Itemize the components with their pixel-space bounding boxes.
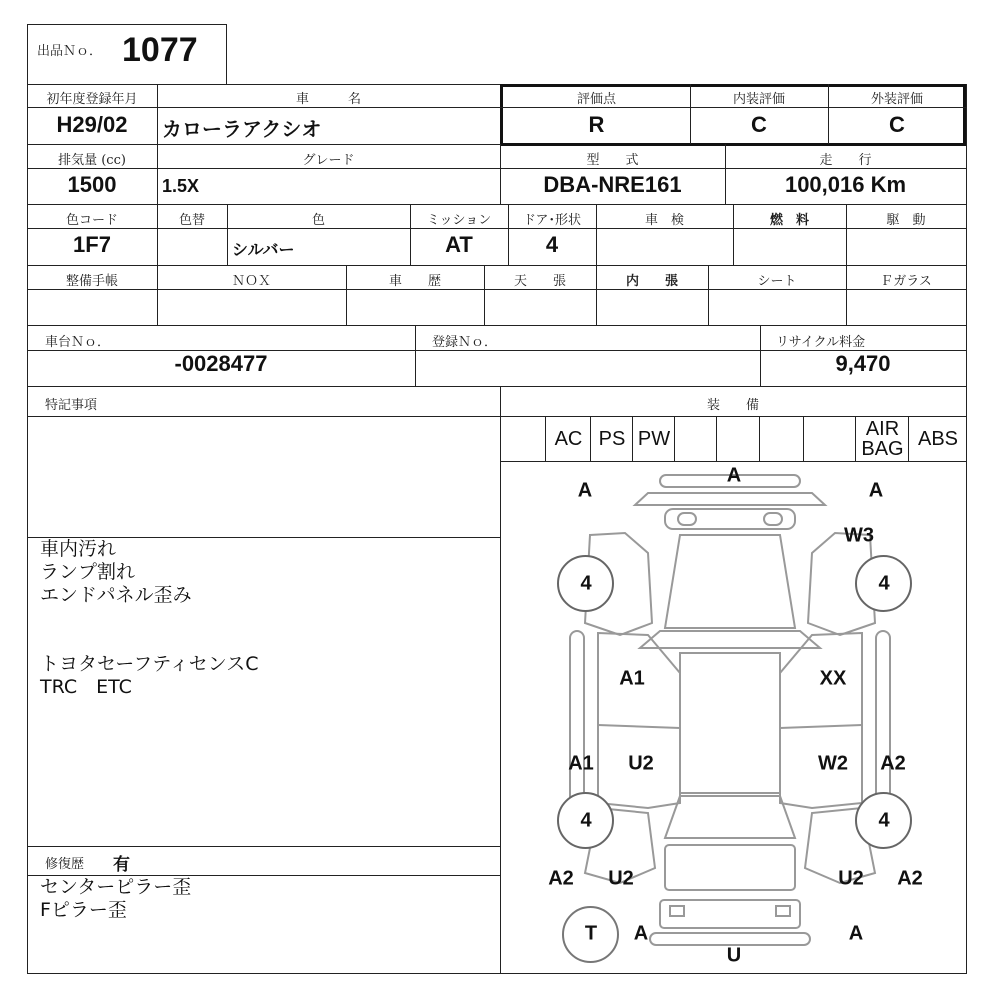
equipment-item <box>674 416 717 461</box>
headlight-left <box>678 513 696 525</box>
spare-tire-grade: T <box>584 922 598 945</box>
chassis-value: -0028477 <box>174 351 268 376</box>
equipment-item <box>759 416 804 461</box>
car-name-label: 車 名 <box>295 92 361 107</box>
inspection-label: 車 検 <box>644 213 684 228</box>
right-door-split <box>780 725 862 728</box>
equipment-item <box>803 416 856 461</box>
mission-label: ミッション <box>426 213 492 228</box>
damage-mark: U <box>726 944 742 967</box>
tail-light-left <box>670 906 684 916</box>
divider <box>27 204 967 205</box>
color-code-value: 1F7 <box>73 232 111 257</box>
damage-mark: A2 <box>897 867 923 890</box>
remark-line: ランプ割れ <box>40 561 136 583</box>
damage-mark: A <box>633 922 649 945</box>
tire-grade: 4 <box>878 572 890 595</box>
roof-shape <box>680 653 780 793</box>
rear-bumper-shape <box>650 933 810 945</box>
remarks-label: 特記事項 <box>45 398 98 413</box>
history-label: 車 歴 <box>388 274 441 289</box>
rear-panel-shape <box>660 900 800 928</box>
equipment-item: PW <box>632 416 675 461</box>
damage-mark: U2 <box>608 867 634 890</box>
lot-number: 1077 <box>122 31 198 69</box>
left-doors <box>598 633 680 808</box>
mileage-value: 100,016 Km <box>784 172 907 197</box>
damage-mark: U2 <box>838 867 864 890</box>
fuel-label: 燃 料 <box>769 213 809 228</box>
tire-grade: 4 <box>878 809 890 832</box>
chassis-label: 車台Ｎｏ． <box>45 335 111 350</box>
repair-line: センターピラー歪 <box>40 876 192 898</box>
divider <box>27 265 967 266</box>
equipment-item: AIR BAG <box>855 416 909 461</box>
recycle-fee-value: 9,470 <box>835 351 891 376</box>
score-label: 評価点 <box>576 92 616 107</box>
displacement-value: 1500 <box>67 172 117 197</box>
damage-mark: A1 <box>619 667 645 690</box>
equipment-item <box>500 416 545 461</box>
door-label: ドア･形状 <box>522 213 582 228</box>
damage-mark: W2 <box>818 752 848 775</box>
remark-line: 車内汚れ <box>40 538 117 560</box>
displacement-label: 排気量 (cc) <box>58 153 126 168</box>
divider <box>27 228 967 229</box>
divider <box>27 325 967 326</box>
exterior-value: C <box>889 112 905 137</box>
door-value: 4 <box>545 232 559 257</box>
recycle-fee-label: リサイクル料金 <box>776 335 866 350</box>
exterior-label: 外装評価 <box>870 92 923 107</box>
rear-window-shape <box>665 796 795 838</box>
remark-line: エンドパネル歪み <box>40 584 192 606</box>
grade-label: グレード <box>302 153 355 168</box>
right-doors <box>780 633 862 808</box>
front-grille-shape <box>635 493 825 505</box>
repair-history-label: 修復歴 <box>45 857 85 872</box>
registration-number-label: 登録Ｎｏ． <box>432 335 498 350</box>
drive-label: 駆 動 <box>886 213 926 228</box>
damage-mark: A2 <box>880 752 906 775</box>
color-label: 色 <box>311 213 325 228</box>
damage-mark: A1 <box>568 752 594 775</box>
remark-line: TRC ETC <box>40 676 132 698</box>
equipment-item <box>716 416 760 461</box>
damage-mark: A <box>577 479 593 502</box>
mileage-label: 走 行 <box>819 153 872 168</box>
interior-label: 内装評価 <box>732 92 785 107</box>
damage-mark: U2 <box>628 752 654 775</box>
score-value: R <box>588 112 605 137</box>
mission-value: AT <box>445 232 473 257</box>
divider <box>500 107 966 108</box>
registration-value: H29/02 <box>56 112 128 137</box>
hood-shape <box>665 535 795 628</box>
windshield-shape <box>640 631 820 648</box>
equipment-item: PS <box>590 416 633 461</box>
color-value: シルバー <box>232 242 295 259</box>
divider <box>27 846 500 847</box>
damage-mark: W3 <box>844 524 874 547</box>
trunk-shape <box>665 845 795 890</box>
left-door-split <box>598 725 680 728</box>
car-name-value: カローラアクシオ <box>162 119 322 141</box>
registration-label: 初年度登録年月 <box>46 92 138 107</box>
interior-trim-label: 内 張 <box>625 274 678 289</box>
damage-mark: XX <box>819 667 847 690</box>
lot-number-label: 出品Ｎｏ． <box>37 44 103 59</box>
divider <box>27 386 967 387</box>
ceiling-label: 天 張 <box>513 274 566 289</box>
left-rocker-shape <box>570 631 584 806</box>
tire-grade: 4 <box>580 809 592 832</box>
nox-label: ＮＯＸ <box>231 274 271 289</box>
model-value: DBA-NRE161 <box>543 172 682 197</box>
tail-light-right <box>776 906 790 916</box>
front-glass-label: Ｆガラス <box>880 274 932 289</box>
divider <box>415 325 416 386</box>
grade-value: 1.5X <box>162 176 200 196</box>
remark-line: トヨタセーフティセンスC <box>40 653 259 675</box>
repair-history-value: 有 <box>113 855 130 874</box>
divider <box>27 289 967 290</box>
damage-mark: A <box>726 464 742 487</box>
damage-mark: A <box>848 922 864 945</box>
car-diagram <box>540 463 940 973</box>
equipment-item: ABS <box>908 416 967 461</box>
equipment-label: 装 備 <box>706 398 759 413</box>
damage-mark: A2 <box>548 867 574 890</box>
divider <box>500 461 966 462</box>
headlight-right <box>764 513 782 525</box>
seat-label: シート <box>757 274 797 289</box>
interior-value: C <box>751 112 767 137</box>
right-rocker-shape <box>876 631 890 806</box>
damage-mark: A <box>868 479 884 502</box>
divider <box>27 168 967 169</box>
model-label: 型 式 <box>586 153 639 168</box>
equipment-item: AC <box>545 416 591 461</box>
color-code-label: 色コード <box>65 213 118 228</box>
color-change-label: 色替 <box>178 213 205 228</box>
divider <box>27 107 502 108</box>
divider <box>500 386 501 974</box>
tire-grade: 4 <box>580 572 592 595</box>
maintenance-book-label: 整備手帳 <box>65 274 118 289</box>
repair-line: Fピラー歪 <box>40 899 127 921</box>
